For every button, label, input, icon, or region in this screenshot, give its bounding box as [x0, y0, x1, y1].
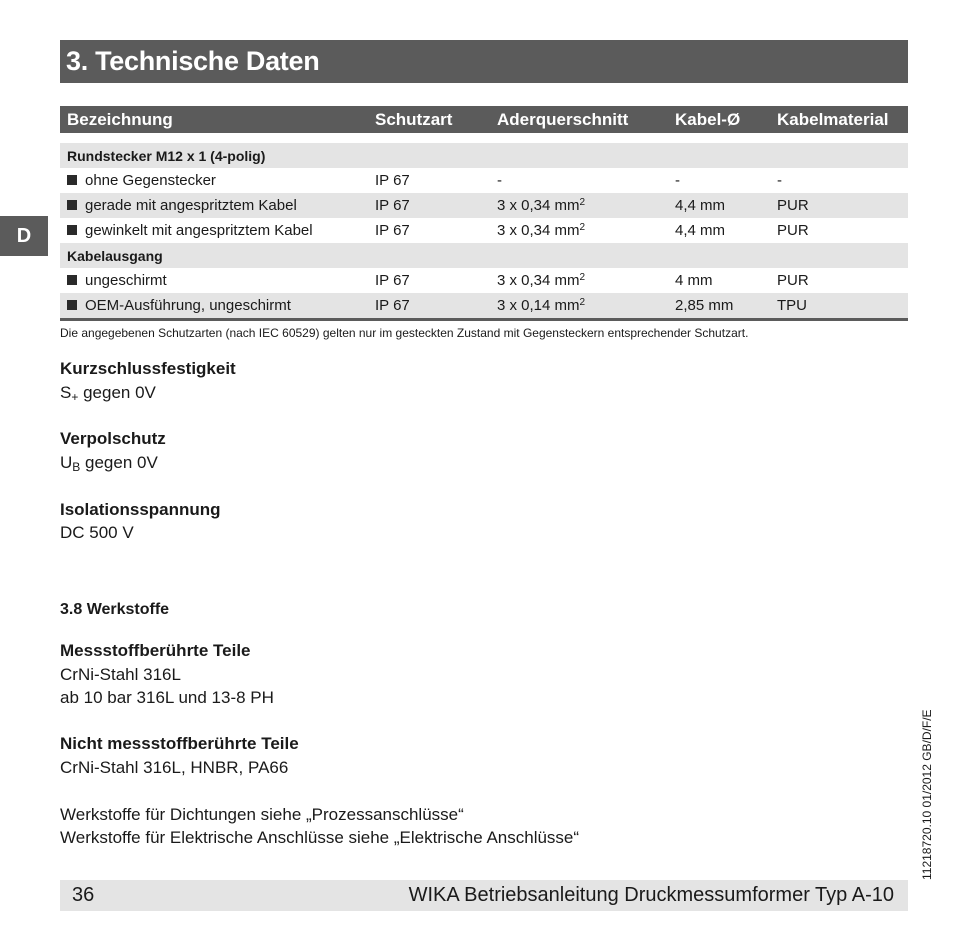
wetted-parts-line-1: CrNi-Stahl 316L [60, 665, 181, 684]
page-footer [60, 880, 908, 911]
wetted-parts-heading: Messstoffberührte Teile [60, 641, 251, 660]
table-footnote: Die angegebenen Schutzarten (nach IEC 60529) gelten nur im gesteckten Zustand mit Gegensteckern entsprechender Schutzart. [60, 326, 749, 340]
material-cell: PUR [777, 272, 809, 289]
ip-cell: IP 67 [368, 193, 490, 218]
group-label: Rundstecker M12 x 1 (4-polig) [60, 143, 908, 168]
header-schutzart: Schutzart [368, 106, 490, 133]
language-tab[interactable]: D [0, 216, 48, 256]
document-code: 11218720.10 01/2012 GB/D/F/E [920, 709, 934, 880]
seal-materials-note: Werkstoffe für Dichtungen siehe „Prozessanschlüsse“ [60, 805, 464, 824]
diameter-cell: 4,4 mm [675, 222, 726, 239]
ip-cell: IP 67 [375, 272, 410, 289]
table-row [60, 193, 908, 218]
short-circuit-value: S+ gegen 0V [60, 383, 156, 404]
diameter-cell: 2,85 mm [668, 293, 770, 320]
wetted-parts-line-2: ab 10 bar 316L und 13-8 PH [60, 688, 274, 707]
ip-cell: IP 67 [375, 222, 410, 239]
electrical-materials-note: Werkstoffe für Elektrische Anschlüsse siehe „Elektrische Anschlüsse“ [60, 828, 580, 847]
connector-spec-table [60, 106, 908, 321]
material-cell: TPU [770, 293, 908, 320]
bullet-square-icon [67, 225, 77, 235]
table-row [60, 218, 908, 243]
table-spacer [60, 133, 908, 143]
cross-section-cell: 3 x 0,34 $mm^2$ [497, 272, 586, 289]
header-kabelmaterial: Kabelmaterial [770, 106, 908, 133]
insulation-heading: Isolationsspannung [60, 500, 221, 519]
ip-cell: IP 67 [368, 293, 490, 320]
non-wetted-parts-line: CrNi-Stahl 316L, HNBR, PA66 [60, 758, 289, 777]
bullet-square-icon [67, 200, 77, 210]
cross-section-cell: - [497, 172, 502, 189]
row-name-cell [60, 193, 368, 218]
group-row [60, 243, 908, 268]
table-row [60, 293, 908, 320]
row-name-cell [60, 168, 368, 193]
group-row [60, 143, 908, 168]
page-number: 36 [72, 884, 95, 906]
diameter-cell: 4,4 mm [668, 193, 770, 218]
non-wetted-parts-heading: Nicht messstoffberührte Teile [60, 734, 299, 753]
cross-section-cell: 3 x 0,34 $mm^2$ [497, 222, 586, 239]
section-title: 3. Technische Daten [60, 40, 908, 83]
reverse-polarity-heading: Verpolschutz [60, 429, 166, 448]
material-cell: PUR [770, 193, 908, 218]
header-aderquerschnitt: Aderquerschnitt [490, 106, 668, 133]
material-cell: - [777, 172, 782, 189]
bullet-square-icon [67, 175, 77, 185]
insulation-value: DC 500 V [60, 523, 134, 542]
reverse-polarity-value: UB gegen 0V [60, 453, 158, 474]
cross-section-cell: 3 x 0,34 $mm^2$ [490, 193, 668, 218]
bullet-square-icon [67, 300, 77, 310]
header-kabel-durchmesser: Kabel-Ø [668, 106, 770, 133]
row-name-cell [60, 268, 368, 293]
material-cell: PUR [777, 222, 809, 239]
diameter-cell: - [675, 172, 680, 189]
row-name-cell [60, 218, 368, 243]
short-circuit-heading: Kurzschlussfestigkeit [60, 359, 236, 378]
row-name: ohne Gegenstecker [85, 172, 216, 189]
ip-cell: IP 67 [375, 172, 410, 189]
row-name: gerade mit angespritztem Kabel [85, 197, 297, 214]
row-name: gewinkelt mit angespritztem Kabel [85, 222, 313, 239]
cross-section-cell: 3 x 0,14 $mm^2$ [490, 293, 668, 320]
table-row [60, 168, 908, 193]
header-bezeichnung: Bezeichnung [60, 106, 368, 133]
table-row [60, 268, 908, 293]
row-name: OEM-Ausführung, ungeschirmt [85, 297, 291, 314]
footer-title: WIKA Betriebsanleitung Druckmessumformer Typ A-10 [408, 884, 894, 906]
diameter-cell: 4 mm [675, 272, 713, 289]
row-name-cell [60, 293, 368, 320]
materials-section-heading: 3.8 Werkstoffe [60, 601, 170, 618]
bullet-square-icon [67, 275, 77, 285]
row-name: ungeschirmt [85, 272, 167, 289]
group-label: Kabelausgang [60, 243, 908, 268]
table-header-row [60, 106, 908, 133]
